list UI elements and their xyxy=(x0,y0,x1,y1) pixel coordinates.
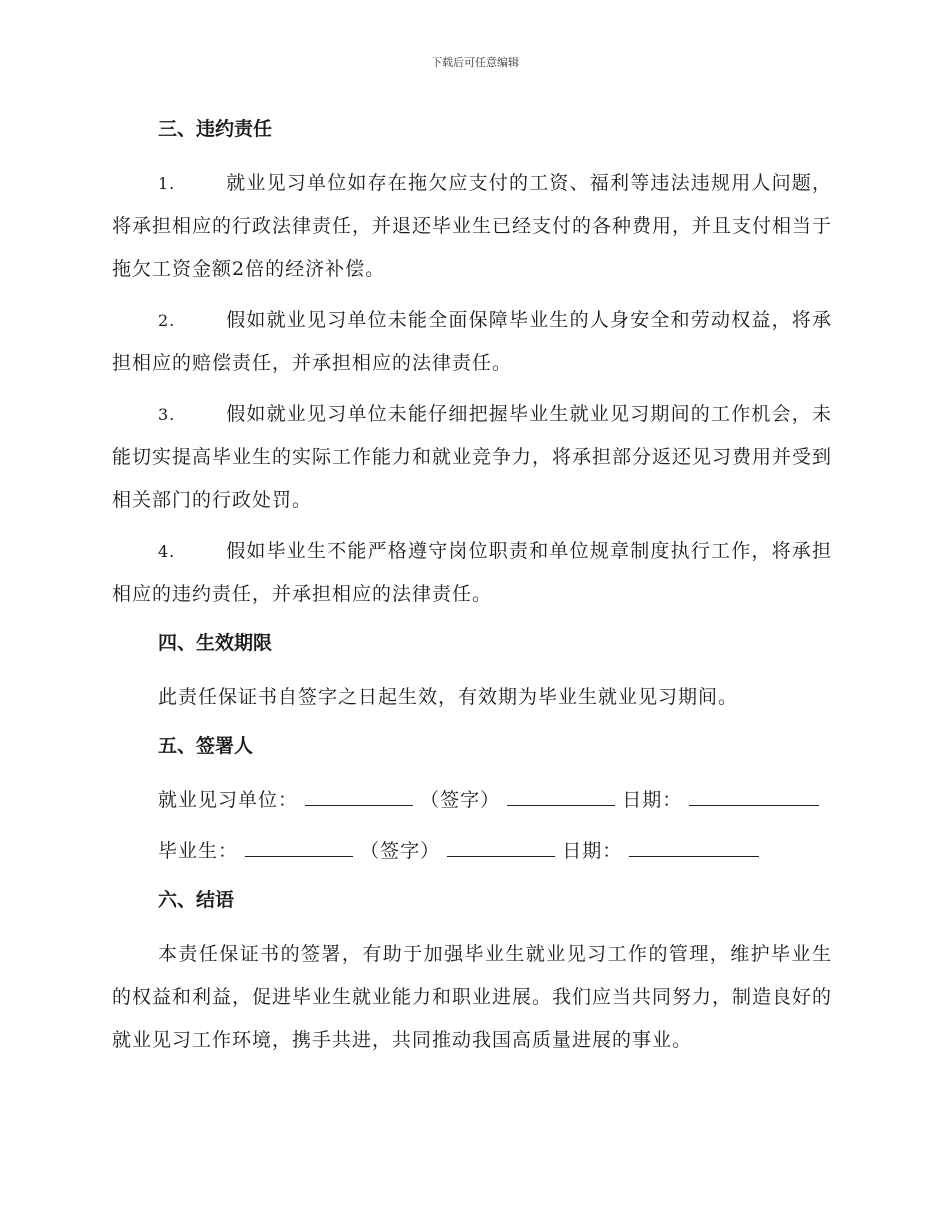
clause-number: 2. xyxy=(158,311,176,330)
signature-label: （签字） xyxy=(360,840,441,862)
section-heading-breach: 三、违约责任 xyxy=(158,118,273,140)
clause-item xyxy=(112,299,832,385)
party-label: 就业见习单位： xyxy=(158,789,299,811)
section-heading-signatories: 五、签署人 xyxy=(158,735,254,757)
signature-row-graduate xyxy=(158,830,832,873)
date-label: 日期： xyxy=(622,789,683,811)
clause-text: 就业见习单位如存在拖欠应支付的工资、福利等违法违规用人问题，将承担相应的行政法律责任，并退还毕业生已经支付的各种费用，并且支付相当于拖欠工资金额2倍的经济补偿。 xyxy=(112,172,833,280)
clause-text: 假如就业见习单位未能仔细把握毕业生就业见习期间的工作机会，未能切实提高毕业生的实际工作能力和就业竞争力，将承担部分返还见习费用并受到相关部门的行政处罚。 xyxy=(112,403,833,511)
clause-item xyxy=(112,393,832,522)
clause-number: 3. xyxy=(158,405,176,424)
clause-item xyxy=(112,162,832,291)
signature-row-unit xyxy=(158,779,832,822)
document-body xyxy=(112,110,832,1070)
party-name-blank[interactable] xyxy=(245,834,353,857)
signature-blank[interactable] xyxy=(447,834,555,857)
party-name-blank[interactable] xyxy=(305,783,413,806)
clause-text: 假如毕业生不能严格遵守岗位职责和单位规章制度执行工作，将承担相应的违约责任，并承担相应的法律责任。 xyxy=(112,540,832,605)
validity-text: 此责任保证书自签字之日起生效，有效期为毕业生就业见习期间。 xyxy=(158,686,739,708)
date-blank[interactable] xyxy=(629,834,759,857)
clause-text: 假如就业见习单位未能全面保障毕业生的人身安全和劳动权益，将承担相应的赔偿责任，并承担相应的法律责任。 xyxy=(112,309,832,374)
party-label: 毕业生： xyxy=(158,840,239,862)
clause-number: 1. xyxy=(158,174,176,193)
signature-label: （签字） xyxy=(420,789,501,811)
clause-number: 4. xyxy=(158,542,176,561)
date-blank[interactable] xyxy=(689,783,819,806)
signature-blank[interactable] xyxy=(507,783,615,806)
section-heading-conclusion: 六、结语 xyxy=(158,889,235,911)
page-header-note: 下载后可任意编辑 xyxy=(431,56,519,69)
section-heading-validity: 四、生效期限 xyxy=(158,632,273,654)
date-label: 日期： xyxy=(562,840,623,862)
conclusion-text: 本责任保证书的签署，有助于加强毕业生就业见习工作的管理，维护毕业生的权益和利益，促进毕业生就业能力和职业进展。我们应当共同努力，制造良好的就业见习工作环境，携手共进，共同推动我国高质量进展的事业。 xyxy=(112,943,833,1051)
clause-item xyxy=(112,530,832,616)
